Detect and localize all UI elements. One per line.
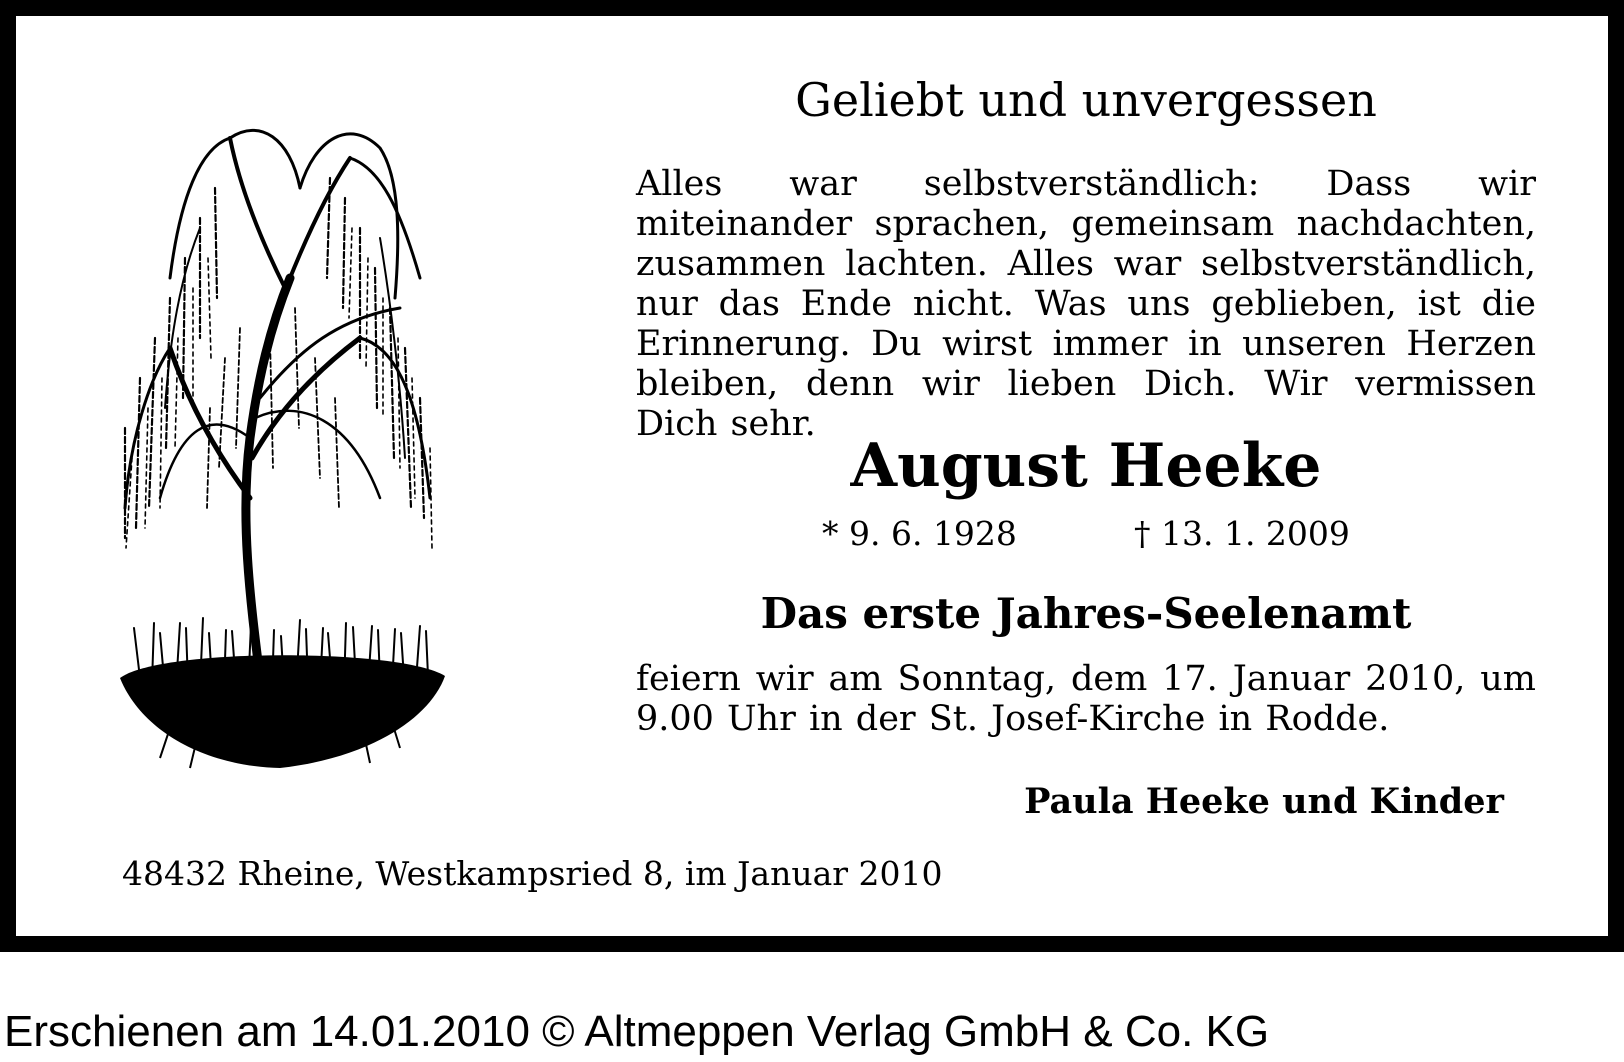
weeping-willow-icon (100, 78, 460, 778)
deceased-name: August Heeke (850, 431, 1322, 501)
death-date: † 13. 1. 2009 (1134, 514, 1350, 553)
headline: Geliebt und unvergessen (795, 73, 1377, 127)
memorial-poem: Alles war selbstverständlich: Dass wir miteinander sprachen, gemeinsam nachdachten, zusammen lachten. Alles war selbstverständlich, nur das Ende nicht. Was uns geblieben, ist die Erinnerung. Du wirst immer in unseren Herzen bleiben, denn wir lieben Dich. Wir vermissen Dich sehr. (636, 164, 1536, 444)
birth-date: * 9. 6. 1928 (822, 514, 1017, 553)
publication-credit: Erschienen am 14.01.2010 © Altmeppen Verlag GmbH & Co. KG (4, 1007, 1270, 1056)
signature: Paula Heeke und Kinder (1024, 781, 1504, 822)
service-heading: Das erste Jahres-Seelenamt (760, 589, 1412, 638)
address-line: 48432 Rheine, Westkampsried 8, im Januar 2010 (122, 854, 943, 893)
service-details: feiern wir am Sonntag, dem 17. Januar 2010, um 9.00 Uhr in der St. Josef-Kirche in Rodde. (636, 659, 1536, 739)
